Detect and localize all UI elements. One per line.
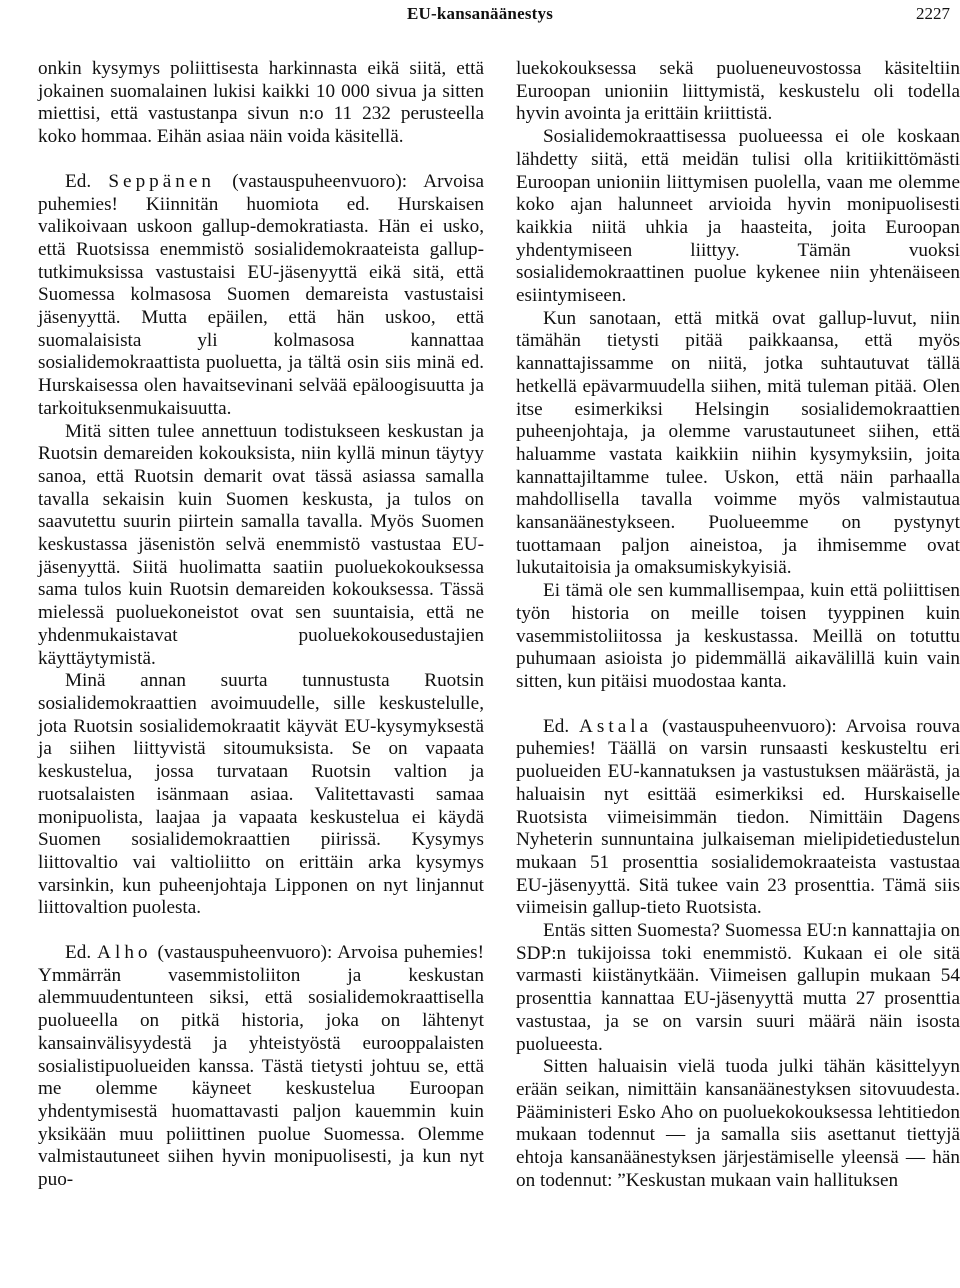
speaker-name: Astala — [579, 715, 653, 737]
paragraph: onkin kysymys poliittisesta harkinnasta eikä siitä, että jokainen suomalainen lukisi kaikki 10 000 sivua ja sitten miettisi, että vastustanpa sivun n:o 11 232 perusteella koko hommaa. Eihän asiaa näin voida käsitellä. — [38, 58, 484, 148]
right-column — [516, 58, 960, 1192]
paragraph: Ei tämä ole sen kummallisempaa, kuin että poliittisen työn historia on meille toisen tyyppinen kuin vasemmistoliitossa ja keskustassa. Meillä on totuttu puhumaan asioista jo pidemmällä aikavälillä kuin vain sitten, kun pitäisi muodostaa kanta. — [516, 580, 960, 692]
speech-prefix: Ed. — [65, 942, 98, 964]
speech-prefix: Ed. — [65, 170, 109, 192]
page-number: 2227 — [916, 4, 950, 23]
speech-astala — [516, 716, 960, 920]
speech-text: (vastauspuheenvuoro): Arvoisa rouva puhemies! Täällä on varsin runsaasti keskusteltu eri puolueiden EU-kannatuksen ja vastustuksen määrästä, ja haluaisin nyt esittää esimerkiksi ed. Hurskaiselle Ruotsista viimeisimmän tiedon. Nimittäin Dagens Nyheterin sunnuntaina julkaiseman mielipidetiedustelun mukaan 51 prosenttia sosialidemokraateista vastustaa EU-jäsenyyttä. Sitä tukee vain 23 prosenttia. Tämä siis viimeisin gallup-tieto Ruotsista. — [516, 715, 960, 919]
paragraph: luekokouksessa sekä puolueneuvostossa käsiteltiin Euroopan unioniin liittymistä, keskustelu oli todella hyvin avointa ja erittäin kriittistä. — [516, 58, 960, 125]
speech-text: (vastauspuheenvuoro): Arvoisa puhemies! Kiinnitän huomiota ed. Hurskaisen valikoivaan uskoon gallup-demokratiasta. Hän ei usko, että Ruotsissa enemmistö sosialidemokraateista gallup-tutkimuksissa vastustaisi EU-jäsenyyttä eikä sitä, että Suomessa kolmasosa Suomen demareista vastustaisi jäsenyyttä. Mutta epäilen, että hän uskoo, että suomalaisista yli kolmasosa kannattaa sosialidemokraattista puoluetta, ja tältä osin siis minä ed. Hurskaisessa olen havaitsevinani selvää epäloogisuutta ja tarkoituksenmukaisuutta. — [38, 170, 484, 419]
speaker-name: Alho — [97, 942, 152, 964]
running-title: EU-kansanäänestys — [406, 4, 554, 23]
paragraph: Kun sanotaan, että mitkä ovat gallup-luvut, niin tämähän tietysti pitää paikkaansa, että myös kannattajissamme on niitä, jotka suhtautuvat tällä hetkellä epävarmuudella siihen, mitä tuleman pitää. Olen itse esimerkiksi Helsingin sosialidemokraattien puheenjohtaja, ja olemme varustautuneet siihen, että haluamme vastata kaikkiin niihin kysymyksiin, joita kannattajiltamme tulee. Uskon, että näin parhaalla mahdollisella tavalla voimme myös valmistautua kansanäänestykseen. Puolueemme on pystynyt tuottamaan paljon aineistoa, ja ihmisemme ovat lukutaitoisia ja omaksumiskykyisiä. — [516, 307, 960, 579]
page-header — [0, 0, 960, 30]
speech-text: (vastauspuheenvuoro): Arvoisa puhemies! Ymmärrän vasemmistoliiton ja keskustan alemmuudentunteen siksi, että sosialidemokraattisella puolueella on pitkä historia, joka on lähtenyt kansainvälisyydestä ja yhteistyöstä eurooppalaisten sosialistipuolueiden kanssa. Tästä tietysti johtuu se, että me olemme käyneet keskustelua Euroopan yhdentymisestä huomattavasti paljon kauemmin kuin yksikään muu poliittinen puolue Suomessa. Olemme valmistautuneet siihen hyvin monipuolisesti, ja kun nyt puo- — [38, 942, 484, 1191]
speech-prefix: Ed. — [543, 715, 580, 737]
speaker-name: Seppänen — [108, 170, 215, 192]
speech-alho-seppanen — [38, 171, 484, 421]
left-column — [38, 58, 484, 1192]
speech-alho — [38, 942, 484, 1192]
paragraph: Mitä sitten tulee annettuun todistukseen keskustan ja Ruotsin demareiden kokouksista, niin kyllä minun täytyy sanoa, että Ruotsin demarit ovat tässä asiassa samalla tavalla sekaisin kuin Suomen keskusta, ja tulos on saavutettu suurin piirtein samalla tavalla. Myös Suomen keskustassa jäsenistön selvä enemmistö vastustaa EU-jäsenyyttä. Siitä huolimatta saatiin puoluekokouksessa sama tulos kuin Ruotsin demareiden kokouksessa. Tässä mielessä puoluekoneistot ovat sen suuntaisia, että ne yhdenmukaistavat puoluekokousedustajien käyttäytymistä. — [38, 420, 484, 669]
paragraph: Sitten haluaisin vielä tuoda julki tähän käsittelyyn erään seikan, nimittäin kansanäänestyksen sitovuudesta. Pääministeri Esko Aho on puoluekokouksessa lehtitiedon mukaan todennut — ja samalla siis asettanut tiettyjä ehtoja kansanäänestyksen järjestämiselle yleensä — hän on todennut: ”Keskustan mukaan vain hallituksen — [516, 1056, 960, 1191]
paragraph: Sosialidemokraattisessa puolueessa ei ole koskaan lähdetty siitä, että meidän tulisi olla kritiikittömästi Euroopan unioniin liittymisen puolella, vaan me olemme koko ajan halunneet arvioida hyvin monipuolisesti kaikkia niitä uhkia ja haasteita, joita Euroopan yhdentymiseen liittyy. Tämän vuoksi sosialidemokraattinen puolue kykenee niin yhtenäiseen esiintymiseen. — [516, 126, 960, 307]
paragraph: Entäs sitten Suomesta? Suomessa EU:n kannattajia on SDP:n tukijoissa toki enemmistö. Kukaan ei ole sitä varmasti kiistänytkään. Viimeisen gallupin mukaan 54 prosenttia kannattaa EU-jäsenyyttä mutta 27 prosenttia vastustaa, ja se on varsin suuri määrä näin isosta puolueesta. — [516, 920, 960, 1055]
paragraph: Minä annan suurta tunnustusta Ruotsin sosialidemokraattien avoimuudelle, sille keskustelulle, jota Ruotsin sosialidemokraatit käyvät EU-kysymyksestä ja siihen liittyvistä sitoumuksista. Se on vapaata keskustelua, jossa turvataan Ruotsin valtion ja ruotsalaisten isänmaan asiaa. Valitettavasti samaa monipuolista, laajaa ja vapaata keskustelua ei käydä Suomen sosialidemokraattien piirissä. Kysymys liittovaltio vai valtioliitto on erittäin arka kysymys varsinkin, kun puheenjohtaja Lipponen on nyt linjannut liittovaltion puolesta. — [38, 670, 484, 919]
